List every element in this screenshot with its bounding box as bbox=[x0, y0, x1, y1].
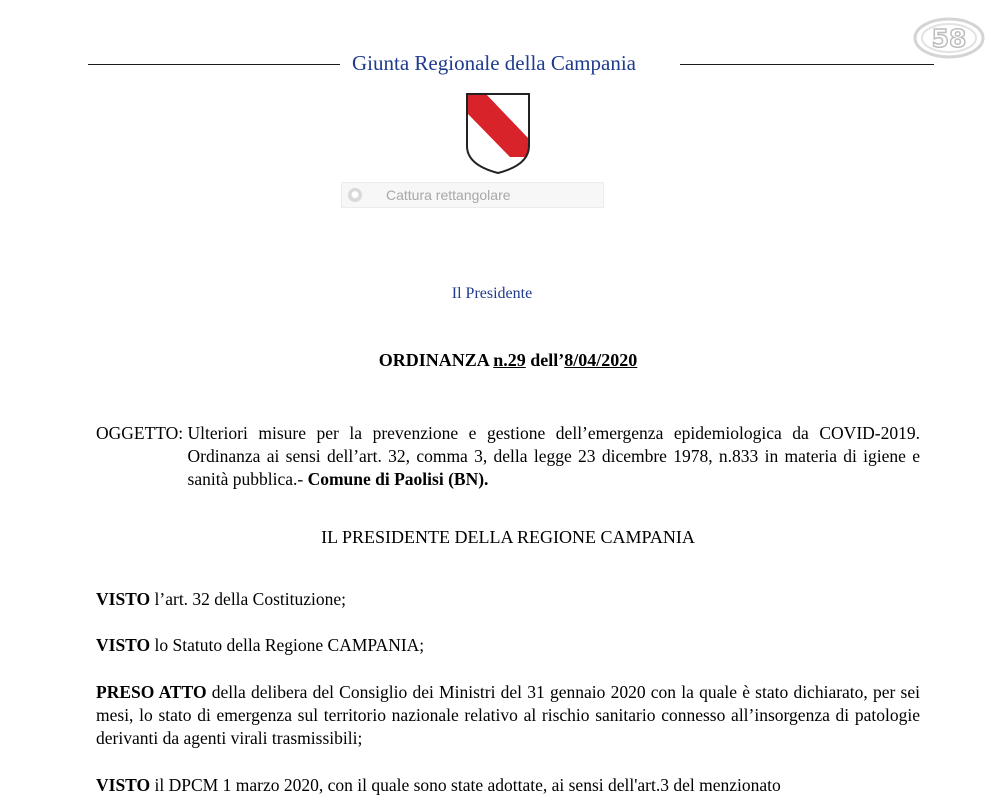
campania-crest-icon bbox=[464, 91, 532, 175]
record-dot-icon: ● bbox=[348, 188, 362, 202]
section-heading: IL PRESIDENTE DELLA REGIONE CAMPANIA bbox=[321, 527, 695, 547]
ordinanza-prefix: ORDINANZA bbox=[378, 350, 494, 370]
president-label: Il Presidente bbox=[451, 285, 533, 302]
channel-logo-text: 58 bbox=[931, 24, 967, 53]
channel-logo-watermark bbox=[912, 14, 986, 62]
paragraph-visto-costituzione bbox=[96, 588, 920, 611]
ordinanza-title bbox=[0, 350, 1000, 371]
oggetto-text bbox=[188, 422, 920, 491]
capture-label: Cattura rettangolare bbox=[386, 187, 511, 203]
paragraph-text: della delibera del Consiglio dei Ministri del 31 gennaio 2020 con la quale è stato dichiarato, per sei mesi, lo stato di emergenza sul territorio nazionale relativo al rischio sanitario connesso all’insorgenza di patologie derivanti da agenti virali trasmissibili; bbox=[96, 682, 920, 748]
paragraph-keyword: VISTO bbox=[96, 775, 151, 795]
ordinanza-number: n.29 bbox=[493, 350, 526, 370]
oggetto-label: OGGETTO: bbox=[96, 423, 188, 443]
ordinanza-date: 8/04/2020 bbox=[564, 350, 638, 370]
header-title: Giunta Regionale della Campania bbox=[352, 51, 636, 75]
rectangular-capture-button[interactable] bbox=[341, 182, 604, 208]
header-rule-left bbox=[88, 64, 340, 65]
paragraph-visto-dpcm bbox=[96, 774, 920, 797]
paragraph-keyword: VISTO bbox=[96, 589, 151, 609]
paragraph-keyword: VISTO bbox=[96, 635, 151, 655]
paragraph-text: lo Statuto della Regione CAMPANIA; bbox=[150, 635, 425, 655]
paragraph-text: l’art. 32 della Costituzione; bbox=[150, 589, 347, 609]
paragraph-text: il DPCM 1 marzo 2020, con il quale sono state adottate, ai sensi dell'art.3 del menzionato bbox=[150, 775, 781, 795]
paragraph-visto-statuto bbox=[96, 634, 920, 657]
paragraph-keyword: PRESO ATTO bbox=[96, 682, 207, 702]
ordinanza-middle: dell’ bbox=[525, 350, 565, 370]
header-rule-right bbox=[680, 64, 934, 65]
oggetto-body: Ulteriori misure per la prevenzione e gestione dell’emergenza epidemiologica da COVID-2019. Ordinanza ai sensi dell’art. 32, comma 3, della legge 23 dicembre 1978, n.833 in materia di igiene e sanità pubblica.- bbox=[187, 423, 920, 489]
oggetto-block bbox=[96, 422, 920, 491]
paragraph-preso-atto bbox=[96, 681, 920, 750]
oggetto-comune: Comune di Paolisi (BN). bbox=[307, 469, 489, 489]
